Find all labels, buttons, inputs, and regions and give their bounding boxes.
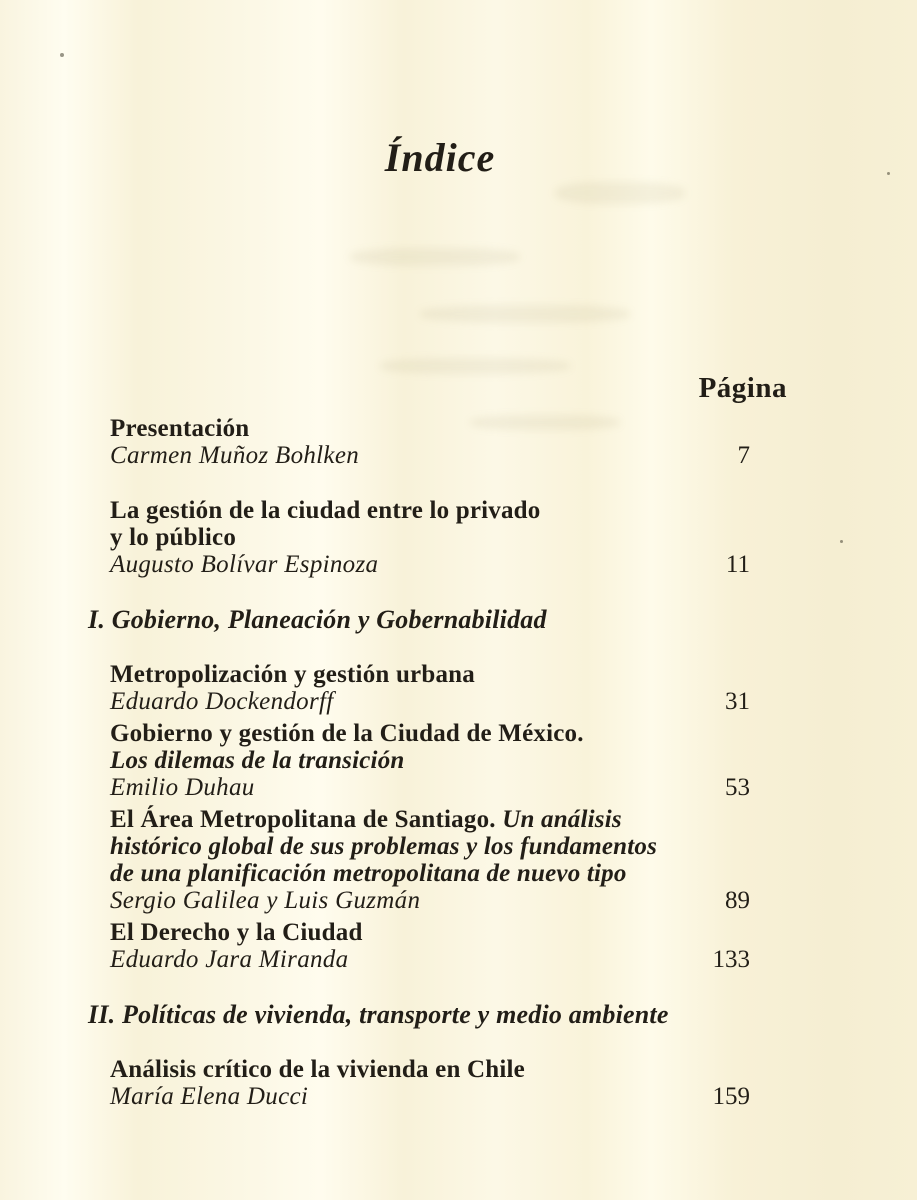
toc-entry <box>110 415 750 469</box>
toc-section-heading-text: II. Políticas de vivienda, transporte y medio ambiente <box>88 1000 669 1029</box>
page-showthrough-smudge <box>380 358 570 374</box>
toc-section-heading-text: I. Gobierno, Planeación y Gobernabilidad <box>88 605 547 634</box>
page-showthrough-smudge <box>350 248 520 266</box>
toc-entry-author: María Elena Ducci <box>110 1083 309 1110</box>
scan-speck <box>840 540 843 543</box>
toc-entry <box>110 661 750 715</box>
toc-entry-title-line: El Área Metropolitana de Santiago. Un análisis <box>110 806 622 833</box>
toc-entry-author: Carmen Muñoz Bohlken <box>110 442 360 469</box>
toc-section-heading <box>88 606 750 633</box>
toc-page-number: 11 <box>725 551 750 578</box>
toc-entry-author: Emilio Duhau <box>110 774 255 801</box>
toc-page-number: 159 <box>712 1083 750 1110</box>
scan-speck <box>60 53 64 57</box>
toc-entry-title-line: Gobierno y gestión de la Ciudad de México. <box>110 720 584 747</box>
toc-entry-author: Eduardo Dockendorff <box>110 688 334 715</box>
toc-entry <box>110 720 750 801</box>
toc-entry-author: Eduardo Jara Miranda <box>110 946 349 973</box>
page-showthrough-smudge <box>555 182 685 204</box>
toc-entry <box>110 497 750 578</box>
toc-section-heading <box>88 1001 750 1028</box>
toc-entry-title-line: Presentación <box>110 415 250 442</box>
toc-entry-title-line: histórico global de sus problemas y los fundamentos <box>110 833 658 860</box>
toc-entry-author: Augusto Bolívar Espinoza <box>110 551 379 578</box>
toc-entry <box>110 1056 750 1110</box>
toc-entry-title-line: Metropolización y gestión urbana <box>110 661 475 688</box>
toc-page-number: 31 <box>725 688 750 715</box>
toc-page-number: 133 <box>712 946 750 973</box>
page-title: Índice <box>384 135 496 180</box>
toc-entry-title-line: Los dilemas de la transición <box>110 747 405 774</box>
toc-entry-title-line: y lo público <box>110 524 237 551</box>
toc-page-number: 53 <box>725 774 750 801</box>
toc-entry-title-line: La gestión de la ciudad entre lo privado <box>110 497 541 524</box>
toc-page-number: 89 <box>725 887 750 914</box>
page-number-column-header: Página <box>698 372 787 404</box>
toc-entry-title-line: de una planificación metropolitana de nuevo tipo <box>110 860 627 887</box>
toc-entry <box>110 919 750 973</box>
toc-page-number: 7 <box>737 442 750 469</box>
table-of-contents <box>88 415 750 1110</box>
toc-entry-author: Sergio Galilea y Luis Guzmán <box>110 887 421 914</box>
toc-entry <box>110 806 750 914</box>
toc-entry-title-line: Análisis crítico de la vivienda en Chile <box>110 1056 525 1083</box>
scan-speck <box>887 172 890 175</box>
page-showthrough-smudge <box>420 305 630 323</box>
toc-entry-title-line: El Derecho y la Ciudad <box>110 919 363 946</box>
